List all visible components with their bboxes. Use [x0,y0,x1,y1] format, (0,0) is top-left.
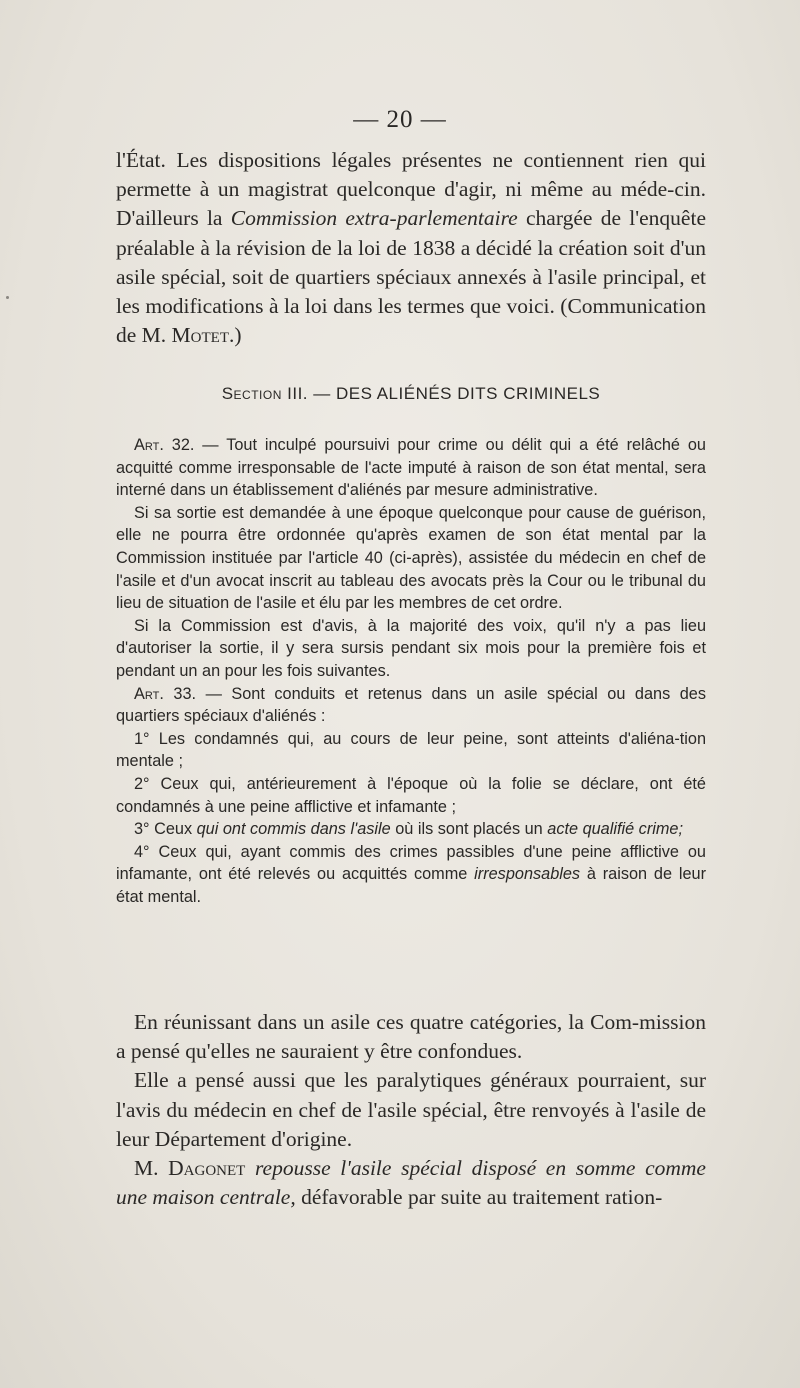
author-name: Motet [171,323,229,348]
closing-block [116,1008,706,1212]
article-32-para-2: Si sa sortie est demandée à une époque quelconque pour cause de guérison, elle ne pourra être ordonnée qu'après examen de son état mental par la Commission instituée par l'article 40 (ci-après), assistée du médecin en chef de l'asile et d'un avocat inscrit au tableau des avocats près la Cour ou le tribunal du lieu de situation de l'asile et élu par les membres de cet ordre. [116,503,706,613]
margin-speck [6,296,9,299]
commission-title: Commission extra-parlementaire [230,206,518,231]
article-32: Art. 32. — Tout inculpé poursuivi pour crime ou délit qui a été relâché ou acquitté comme irresponsable de l'acte imputé à raison de son état mental, sera interné dans un établissement d'aliénés par mesure administrative. [116,436,706,500]
closing-paragraph-1: En réunissant dans un asile ces quatre catégories, la Com-mission a pensé qu'elles ne sauraient y être confondues. [116,1010,706,1064]
intro-paragraph: l'État. Les dispositions légales présentes ne contiennent rien qui permette à un magistrat quelconque d'agir, ni même au méde-cin. D'ailleurs la Commission extra-parlementaire chargée de l'enquête préalable à la révision de la loi de 1838 a décidé la création soit d'un asile spécial, soit de quartiers spéciaux annexés à l'asile principal, et les modifications à la loi dans les termes que voici. (Communication de M. Motet.) [116,148,706,348]
article-33-item-1: 1° Les condamnés qui, au cours de leur peine, sont atteints d'aliéna-tion mentale ; [116,729,706,771]
article-33-item-4: 4° Ceux qui, ayant commis des crimes passibles d'une peine afflictive ou infamante, ont été relevés ou acquittés comme irresponsables à raison de leur état mental. [116,842,706,906]
article-33-item-3: 3° Ceux qui ont commis dans l'asile où ils sont placés un acte qualifié crime; [134,820,684,839]
page-number: — 20 — [353,106,447,133]
article-33: Art. 33. — Sont conduits et retenus dans un asile spécial ou dans des quartiers spéciaux d'aliénés : [116,684,706,726]
article-33-item-2: 2° Ceux qui, antérieurement à l'époque où la folie se déclare, ont été condamnés à une peine afflictive et infamante ; [116,774,706,816]
articles-block [116,434,706,908]
section-heading: Section III. — DES ALIÉNÉS DITS CRIMINELS [221,384,601,403]
closing-paragraph-2: Elle a pensé aussi que les paralytiques généraux pourraient, sur l'avis du médecin en chef de l'asile spécial, être renvoyés à l'asile de leur Département d'origine. [116,1068,706,1151]
article-32-para-3: Si la Commission est d'avis, à la majorité des voix, qu'il n'y a pas lieu d'autoriser la sortie, il y sera sursis pendant six mois pour la première fois et pendant un an pour les fois suivantes. [116,616,706,680]
dagonet-name: Dagonet [168,1156,246,1181]
closing-paragraph-3: M. Dagonet repousse l'asile spécial disposé en somme comme une maison centrale, défavorable par suite au traitement ration- [116,1156,706,1210]
